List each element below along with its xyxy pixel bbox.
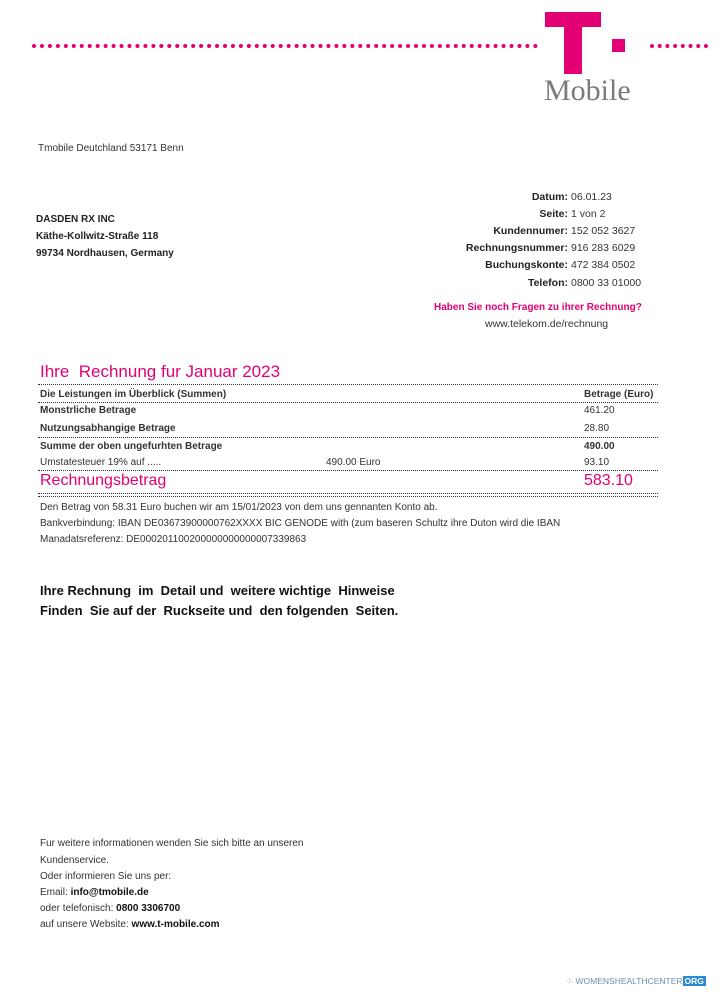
footer-line: Fur weitere informationen wenden Sie sich bitte an unseren [40,838,304,849]
total-bottom-divider [38,493,658,494]
meta-label: Kundennumer: [493,225,568,237]
row-label: Monstrliche Betrage [40,405,137,416]
website-line: www.telekom.de/rechnung [485,318,609,330]
total-label: Rechnungsbetrag [40,472,167,489]
recipient-name: DASDEN RX INC [36,214,115,225]
payment-line: Den Betrag von 58.31 Euro buchen wir am 15/01/2023 von dem uns gennanten Konto ab. [40,502,438,513]
table-header-amount: Betrage (Euro) [584,389,654,400]
footer-line: Kundenservice. [40,855,109,866]
meta-value: 472 384 0502 [571,259,636,271]
meta-value: 916 283 6029 [571,242,636,254]
brand-dotted-line-left [32,44,538,48]
watermark-dots-icon: ⁘ [566,976,574,986]
watermark-tld: ORG [684,976,704,986]
email-label: Email: [40,887,71,898]
recipient-city: 99734 Nordhausen, Germany [36,248,174,259]
detail-notice-line: Finden Sie auf der Ruckseite und den folgenden Seiten. [40,603,399,618]
phone-label: oder telefonisch: [40,903,117,914]
watermark-text: WOMENSHEALTHCENTER [575,976,683,986]
tax-value: 93.10 [584,457,610,468]
detail-notice-line: Ihre Rechnung im Detail und weitere wichtige Hinweise [40,583,395,598]
web-label: auf unsere Website: [40,919,132,930]
table-header-label: Die Leistungen im Überblick (Summen) [40,389,227,400]
meta-value: 0800 33 01000 [571,277,642,289]
table-top-divider [38,384,658,385]
table-sum-divider [38,437,658,438]
phone-number: 0800 3306700 [116,903,181,914]
footer-line: Oder informieren Sie uns per: [40,871,172,882]
row-value: 28.80 [584,423,610,434]
meta-label: Seite: [539,208,568,220]
meta-label: Rechnungsnummer: [465,242,568,254]
footer-phone [40,903,180,914]
brand-dotted-line-right [650,44,708,48]
logo-dot-icon [612,39,625,52]
website-link[interactable]: www.t-mobile.com [131,919,220,930]
row-label: Nutzungsabhangige Betrage [40,423,176,434]
meta-label: Telefon: [527,277,568,289]
meta-value: 1 von 2 [571,208,606,220]
meta-value: 152 052 3627 [571,225,636,237]
meta-label: Buchungskonte: [485,259,568,271]
meta-value: 06.01.23 [571,191,612,203]
tax-label: Umstatesteuer 19% auf ..... [40,457,162,468]
brand-wordmark: Mobile [544,74,631,107]
questions-line: Haben Sie noch Fragen zu ihrer Rechnung? [434,302,642,313]
row-value: 461.20 [584,405,615,416]
invoice-title: Ihre Rechnung fur Januar 2023 [40,362,281,381]
meta-label: Datum: [531,191,568,203]
payment-line: Bankverbindung: IBAN DE03673900000762XXXX BIC GENODE with (zum baseren Schultz ihre Duton wird die IBAN [40,518,561,529]
email-link[interactable]: info@tmobile.de [70,887,149,898]
footer-web [40,919,220,930]
footer-email [40,887,149,898]
sum-value: 490.00 [584,441,615,452]
recipient-street: Käthe-Kollwitz-Straße 118 [36,231,159,242]
total-top-divider [38,470,658,471]
table-header-divider [38,402,658,403]
tax-base: 490.00 Euro [326,457,381,468]
total-value: 583.10 [584,472,633,489]
sum-label: Summe der oben ungefurhten Betrage [40,441,223,452]
total-bottom-divider-2 [38,496,658,497]
telekom-t-logo-icon [545,12,601,76]
watermark [566,976,706,987]
sender-line: Tmobile Deutchland 53171 Benn [38,143,184,154]
payment-line: Manadatsreferenz: DE000201100200000000000007339863 [40,534,307,545]
